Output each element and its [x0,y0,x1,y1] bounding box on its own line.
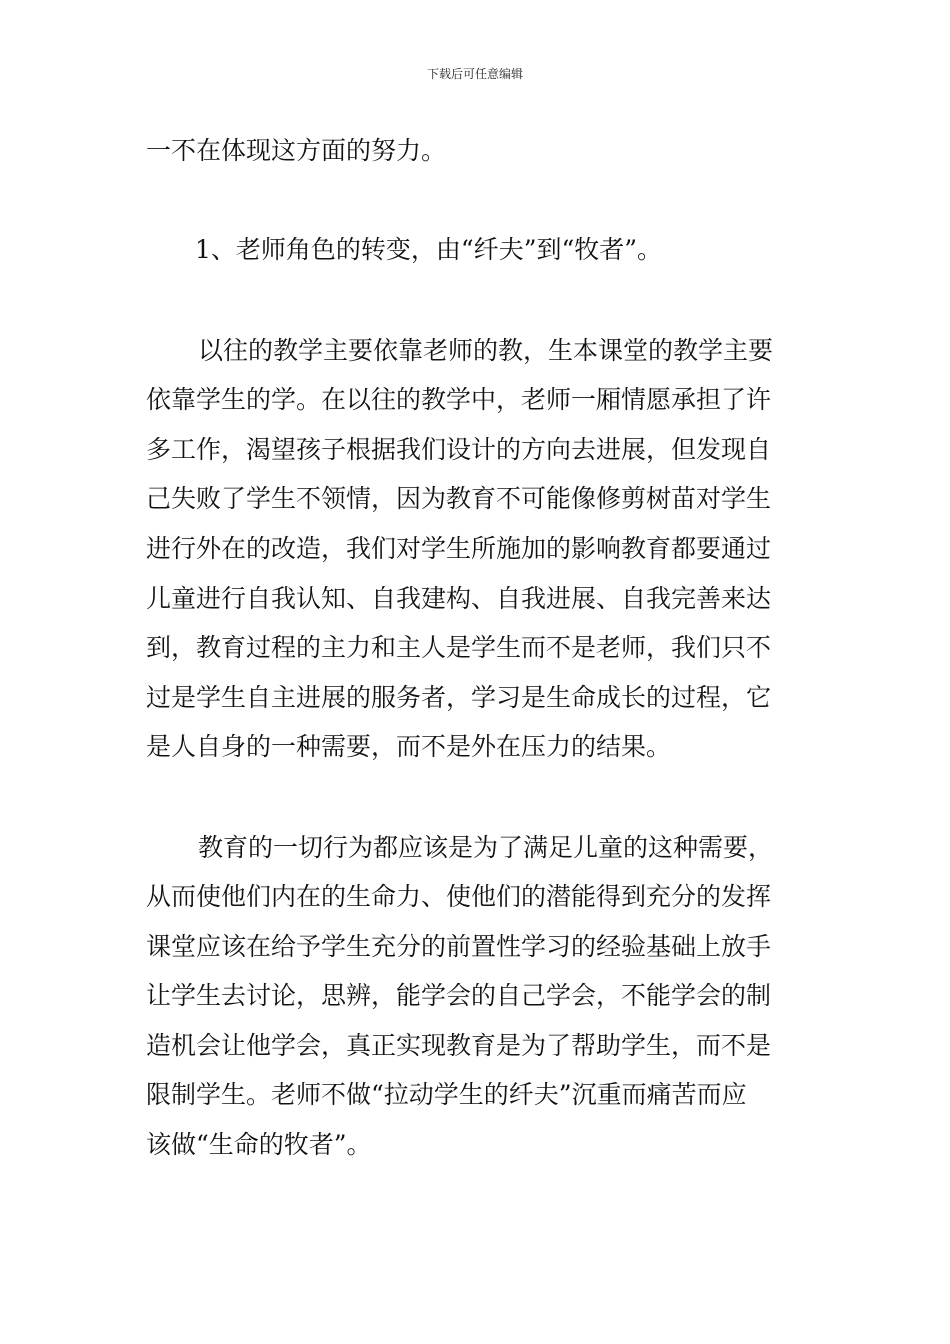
paragraph-line: 多工作，渴望孩子根据我们设计的方向去进展，但发现自 [146,435,772,464]
paragraph-line: 教育的一切行为都应该是为了满足儿童的这种需要， [198,833,774,862]
paragraph-line: 让学生去讨论，思辨，能学会的自己学会，不能学会的制 [146,981,772,1010]
paragraph-line: 进行外在的改造，我们对学生所施加的影响教育都要通过 [146,534,772,563]
section-heading: 1、老师角色的转变，由“纤夫”到“牧者”。 [195,235,663,264]
paragraph-line: 从而使他们内在的生命力、使他们的潜能得到充分的发挥 [146,882,772,911]
paragraph-line: 以往的教学主要依靠老师的教，生本课堂的教学主要 [198,336,774,365]
paragraph-line: 己失败了学生不领情，因为教育不可能像修剪树苗对学生 [146,484,772,513]
paragraph-line: 到，教育过程的主力和主人是学生而不是老师，我们只不 [146,633,772,662]
paragraph-line: 依靠学生的学。在以往的教学中，老师一厢情愿承担了许 [146,385,772,414]
paragraph-line: 限制学生。老师不做“拉动学生的纤夫”沉重而痛苦而应 [146,1080,747,1109]
paragraph-line: 是人自身的一种需要，而不是外在压力的结果。 [146,732,672,761]
paragraph-line: 造机会让他学会，真正实现教育是为了帮助学生，而不是 [146,1031,772,1060]
paragraph-line: 课堂应该在给予学生充分的前置性学习的经验基础上放手 [146,932,772,961]
paragraph-line: 该做“生命的牧者”。 [146,1130,372,1159]
paragraph-line: 过是学生自主进展的服务者，学习是生命成长的过程，它 [146,683,772,712]
page-header: 下载后可任意编辑 [426,67,523,81]
paragraph-line: 一不在体现这方面的努力。 [146,136,447,165]
paragraph-line: 儿童进行自我认知、自我建构、自我进展、自我完善来达 [146,584,772,613]
